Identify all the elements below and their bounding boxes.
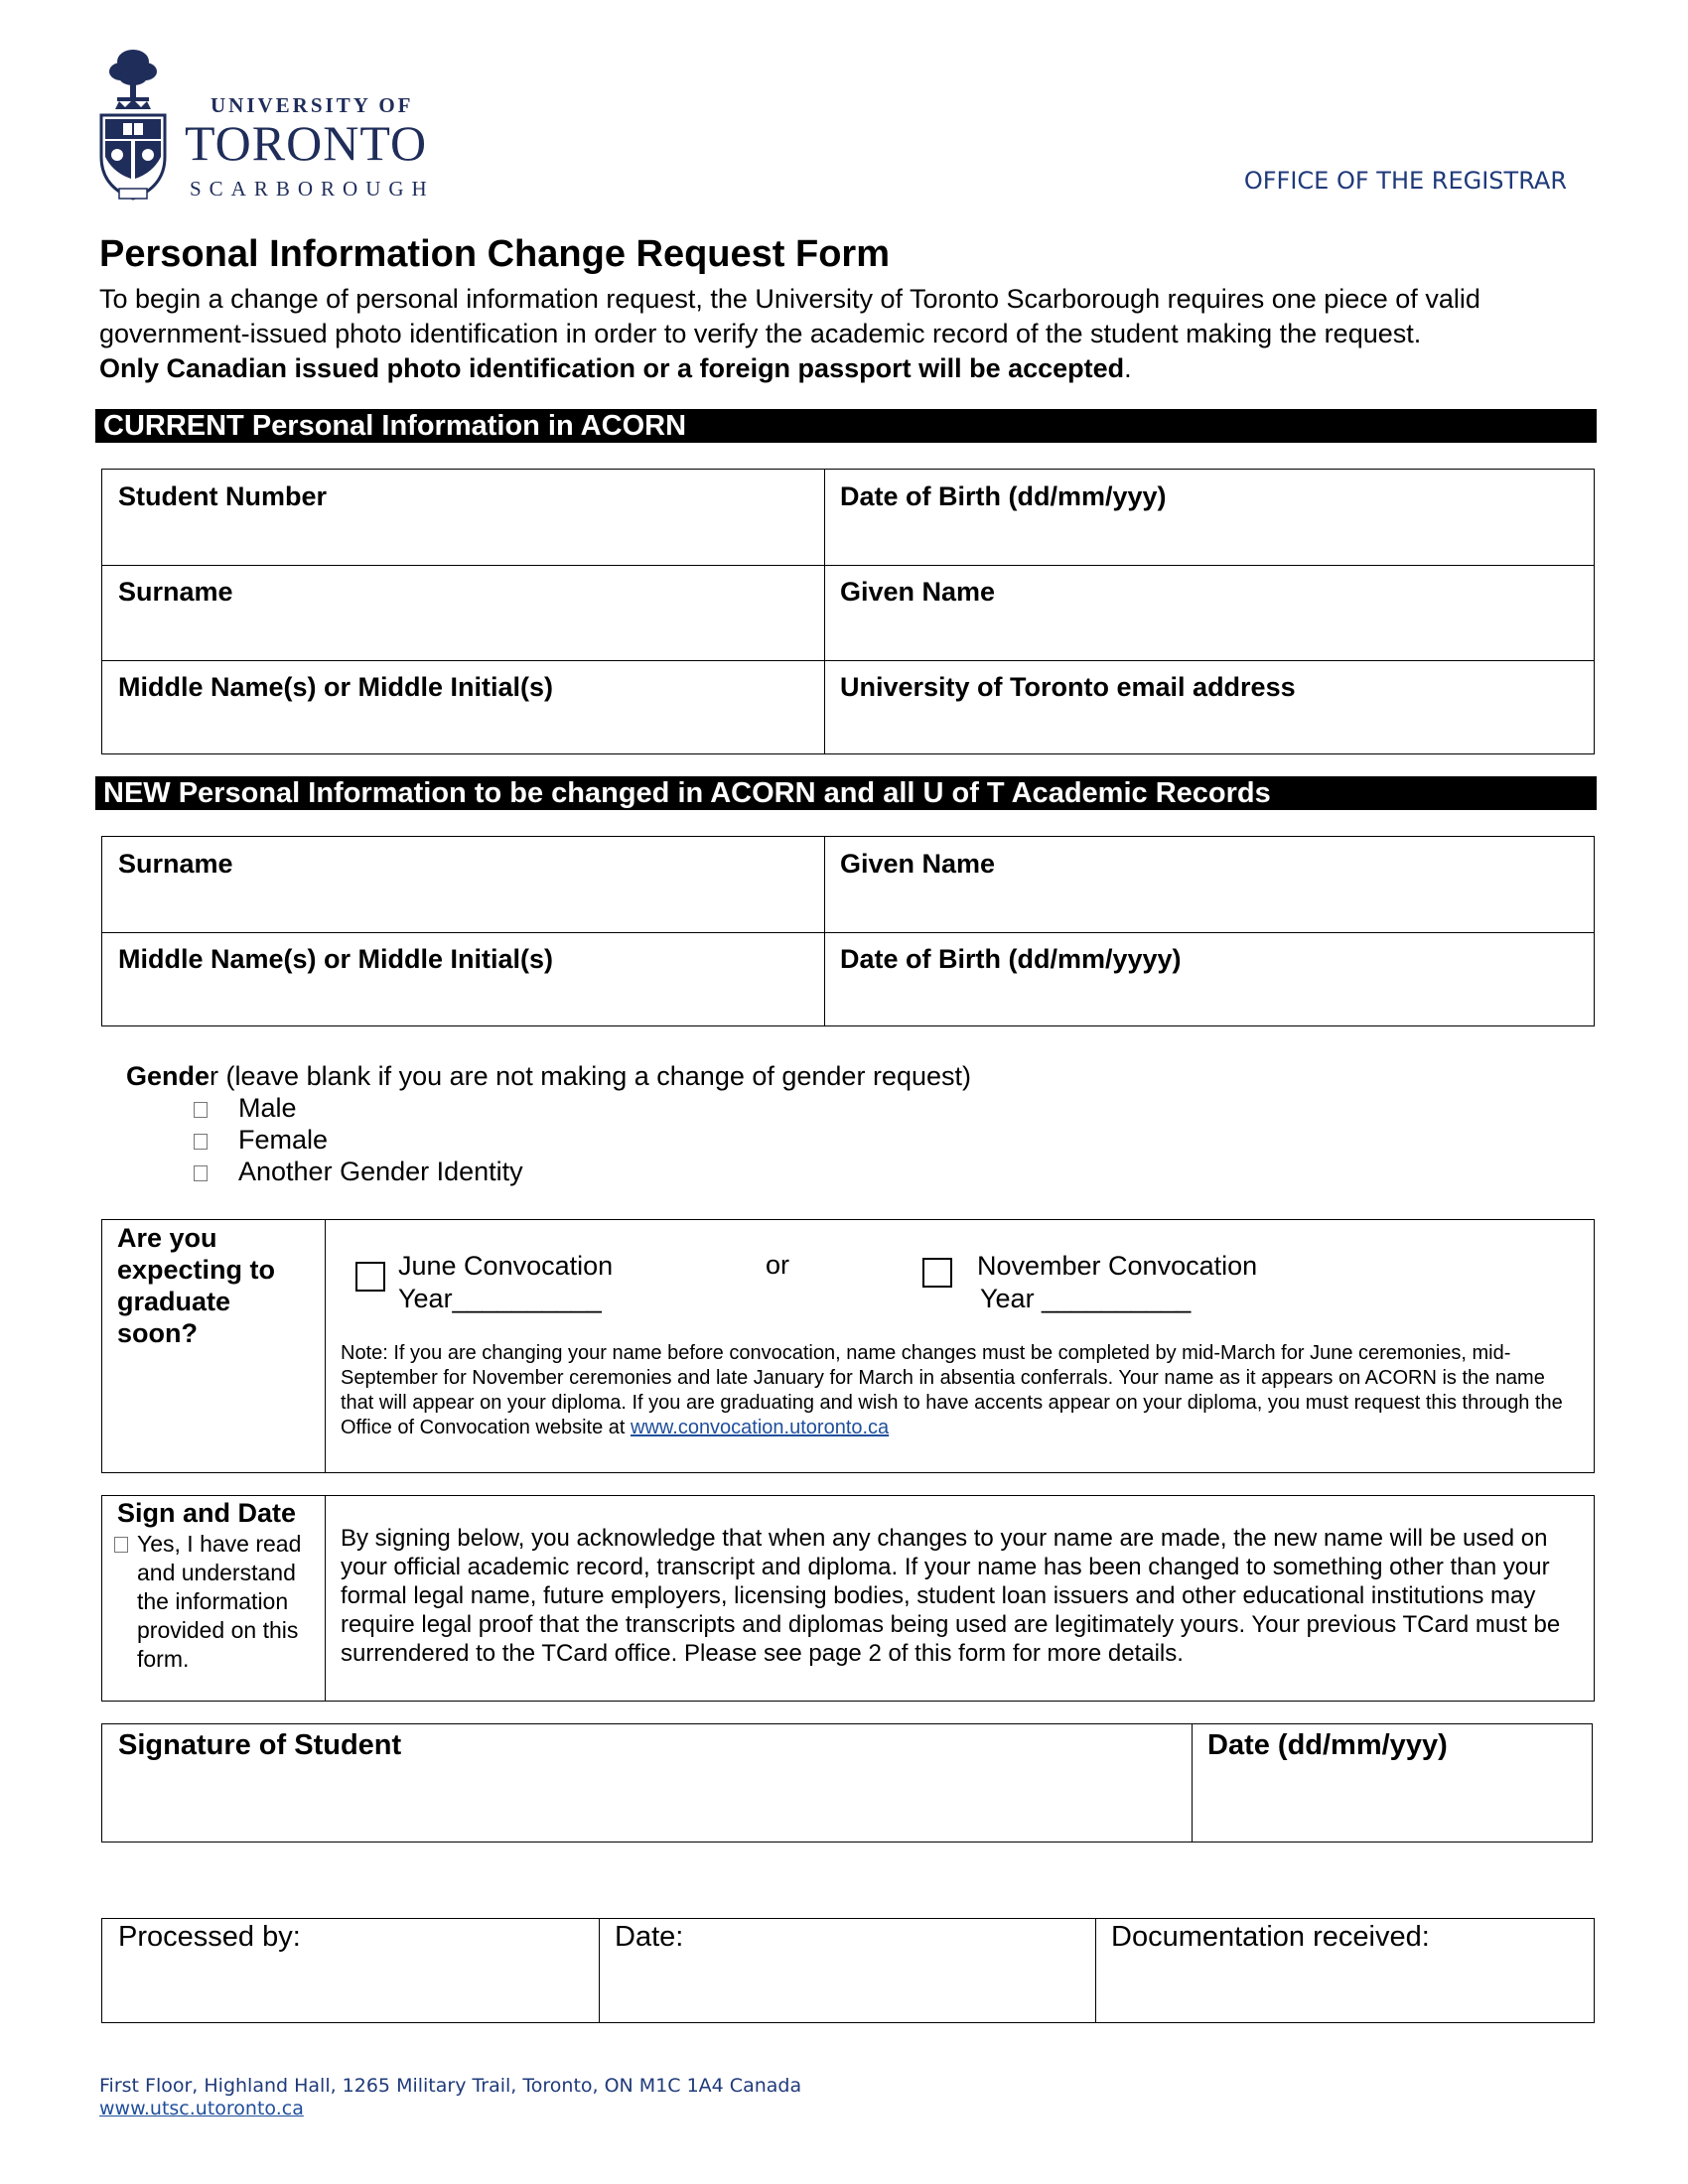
footer-website-link[interactable]: www.utsc.utoronto.ca — [99, 2098, 304, 2119]
university-logo — [97, 48, 445, 206]
new-section-heading: NEW Personal Information to be changed in ACORN and all U of T Academic Records — [95, 776, 1597, 810]
gender-option-female[interactable]: Female — [194, 1124, 971, 1156]
gender-section — [126, 1060, 971, 1187]
graduation-label: Are you expecting to graduate soon? — [117, 1223, 276, 1348]
intro-line-2: government-issued photo identification in order to verify the academic record of the student making the request. — [99, 319, 1422, 348]
office-use-table — [101, 1918, 1595, 2023]
current-surname-field[interactable]: Surname — [118, 577, 233, 607]
logo-line-3: SCARBOROUGH — [190, 177, 435, 201]
current-student-number-field[interactable]: Student Number — [118, 481, 328, 511]
gender-option-another[interactable]: Another Gender Identity — [194, 1156, 971, 1187]
acknowledge-text: Yes, I have read and understand the information provided on this form. — [137, 1531, 302, 1672]
november-convocation-option[interactable] — [922, 1250, 1257, 1315]
checkbox-icon[interactable] — [194, 1102, 208, 1118]
current-given-name-field[interactable]: Given Name — [840, 577, 996, 607]
june-label: June Convocation — [398, 1251, 614, 1281]
sign-table — [101, 1495, 1595, 1702]
checkbox-icon[interactable] — [194, 1134, 208, 1150]
documentation-received-field[interactable]: Documentation received: — [1111, 1921, 1430, 1953]
logo-line-1: UNIVERSITY OF — [211, 93, 414, 117]
page-title: Personal Information Change Request Form — [99, 233, 890, 275]
november-label: November Convocation — [977, 1251, 1258, 1281]
current-info-table — [101, 469, 1595, 754]
new-dob-field[interactable]: Date of Birth (dd/mm/yyyy) — [840, 944, 1182, 974]
signature-table — [101, 1723, 1593, 1843]
checkbox-icon[interactable] — [114, 1537, 128, 1553]
processed-date-field[interactable]: Date: — [615, 1921, 684, 1953]
graduation-note: Note: If you are changing your name before convocation, name changes must be completed by mid-March for June ceremonies, mid-September for November ceremonies and late January for March in absentia conferrals. Your name as it appears on ACORN is the name that will appear on your diploma. If you are graduating and wish to have accents appear on your diploma, you must request this through the Office of Convocation website at www.convocation.utoronto.ca — [341, 1342, 1563, 1438]
acknowledge-checkbox-option[interactable] — [114, 1530, 323, 1674]
november-year-field[interactable]: Year __________ — [980, 1284, 1192, 1313]
graduation-table — [101, 1219, 1595, 1473]
november-checkbox-icon[interactable] — [922, 1258, 952, 1288]
crest-icon — [97, 48, 169, 205]
new-surname-field[interactable]: Surname — [118, 849, 233, 879]
signature-date-field[interactable]: Date (dd/mm/yyy) — [1207, 1729, 1448, 1761]
office-of-registrar: OFFICE OF THE REGISTRAR — [1243, 167, 1567, 195]
convocation-link[interactable]: www.convocation.utoronto.ca — [631, 1417, 890, 1438]
current-middle-name-field[interactable]: Middle Name(s) or Middle Initial(s) — [118, 672, 554, 702]
logo-line-2: TORONTO — [185, 115, 428, 171]
student-signature-field[interactable]: Signature of Student — [118, 1729, 402, 1761]
new-middle-name-field[interactable]: Middle Name(s) or Middle Initial(s) — [118, 944, 554, 974]
signing-acknowledgement-text: By signing below, you acknowledge that when any changes to your name are made, the new name will be used on your official academic record, transcript and diploma. If your name has been changed to something other than your formal legal name, future employers, licensing bodies, student loan issuers and other educational institutions may require legal proof that the transcripts and diplomas being used are legitimately yours. Your previous TCard must be surrendered to the TCard office. Please see page 2 of this form for more details. — [341, 1525, 1561, 1667]
june-convocation-option[interactable] — [355, 1250, 613, 1315]
current-dob-field[interactable]: Date of Birth (dd/mm/yyy) — [840, 481, 1167, 511]
june-checkbox-icon[interactable] — [355, 1262, 385, 1292]
current-email-field[interactable]: University of Toronto email address — [840, 672, 1296, 702]
id-requirement: Only Canadian issued photo identification or a foreign passport will be accepted — [99, 353, 1125, 383]
new-given-name-field[interactable]: Given Name — [840, 849, 996, 879]
intro-line-3: Only Canadian issued photo identification or a foreign passport will be accepted. — [99, 353, 1132, 383]
processed-by-field[interactable]: Processed by: — [118, 1921, 301, 1953]
gender-label: Gender (leave blank if you are not making a change of gender request) — [126, 1061, 971, 1091]
current-section-heading: CURRENT Personal Information in ACORN — [95, 409, 1597, 443]
checkbox-icon[interactable] — [194, 1165, 208, 1181]
intro-text — [99, 282, 1609, 386]
footer — [99, 2075, 801, 2120]
footer-address: First Floor, Highland Hall, 1265 Military Trail, Toronto, ON M1C 1A4 Canada — [99, 2075, 802, 2097]
or-label: or — [766, 1250, 790, 1280]
sign-label: Sign and Date — [117, 1498, 297, 1528]
gender-option-male[interactable]: Male — [194, 1092, 971, 1124]
june-year-field[interactable]: Year__________ — [398, 1284, 602, 1313]
intro-line-1: To begin a change of personal information request, the University of Toronto Scarborough requires one piece of valid — [99, 284, 1480, 314]
new-info-table — [101, 836, 1595, 1026]
